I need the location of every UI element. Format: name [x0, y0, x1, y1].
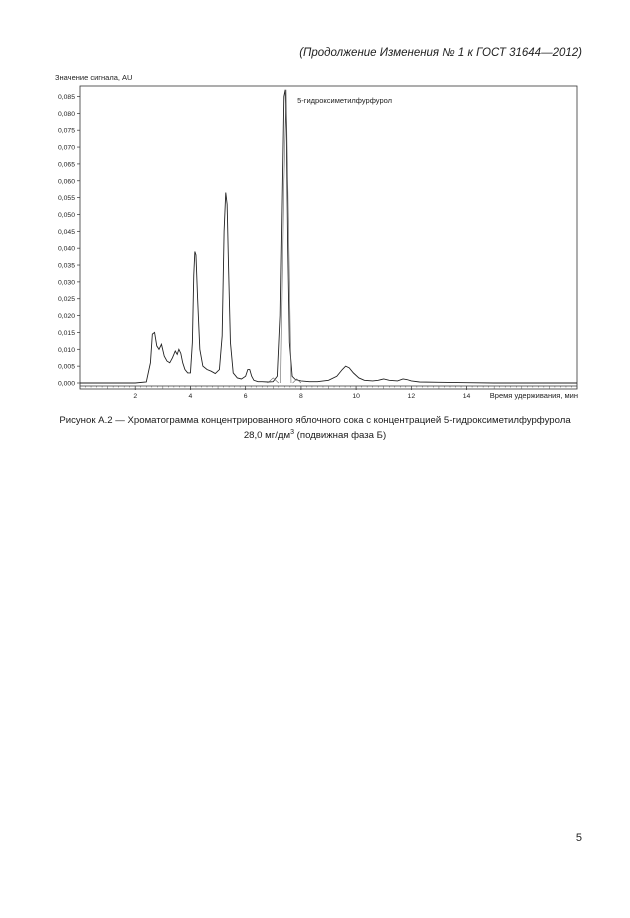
y-tick-label: 0,065 — [57, 161, 75, 169]
y-tick-label: 0,025 — [57, 296, 75, 304]
caption-line-2-pre: 28,0 мг/дм — [243, 430, 291, 442]
y-tick-label: 0,045 — [57, 228, 75, 236]
y-tick-label: 0,055 — [57, 195, 75, 203]
y-axis-label: Значение сигнала, AU — [55, 73, 133, 82]
y-tick-label: 0,005 — [57, 363, 75, 371]
y-tick-label: 0,035 — [57, 262, 75, 270]
x-tick-label: 4 — [188, 393, 193, 400]
x-tick-label: 8 — [298, 393, 303, 400]
caption-line-1: Рисунок А.2 — Хроматограмма концентрированного яблочного сока с концентрацией 5-гидроксиметилфурфурола — [59, 415, 571, 426]
x-axis-label: Время удерживания, мин — [489, 391, 578, 400]
caption-superscript: 3 — [290, 429, 295, 436]
x-ticks — [133, 386, 470, 400]
y-tick-label: 0,050 — [57, 211, 75, 219]
page-header: (Продолжение Изменения № 1 к ГОСТ 31644—2012) — [299, 47, 582, 59]
y-tick-label: 0,070 — [57, 144, 75, 152]
x-tick-label: 14 — [462, 393, 471, 400]
y-ticks — [58, 94, 80, 388]
caption-line-2 — [18, 427, 612, 442]
y-tick-label: 0,080 — [57, 110, 75, 118]
x-tick-label: 12 — [407, 393, 416, 400]
y-tick-label: 0,015 — [57, 329, 75, 337]
y-tick-label: 0,000 — [57, 380, 75, 388]
plot-frame — [80, 86, 577, 389]
x-tick-label: 2 — [133, 393, 138, 400]
page-number: 5 — [575, 832, 582, 844]
chromatogram-series-line — [80, 90, 577, 383]
y-tick-label: 0,075 — [57, 127, 75, 135]
caption-line-2-post: (подвижная фаза Б) — [294, 430, 387, 442]
y-tick-label: 0,085 — [57, 94, 75, 101]
y-tick-label: 0,030 — [57, 279, 75, 287]
hmf-peak-baseline-marker — [268, 90, 301, 383]
peak-annotation-hmf: 5-гидроксиметилфурфурол — [297, 96, 393, 106]
x-tick-label: 6 — [243, 393, 248, 400]
figure-caption — [18, 415, 612, 442]
x-tick-label: 10 — [352, 393, 360, 400]
y-tick-label: 0,010 — [57, 346, 75, 354]
y-tick-label: 0,060 — [57, 178, 75, 186]
y-tick-label: 0,020 — [57, 313, 75, 321]
y-tick-label: 0,040 — [57, 245, 75, 253]
